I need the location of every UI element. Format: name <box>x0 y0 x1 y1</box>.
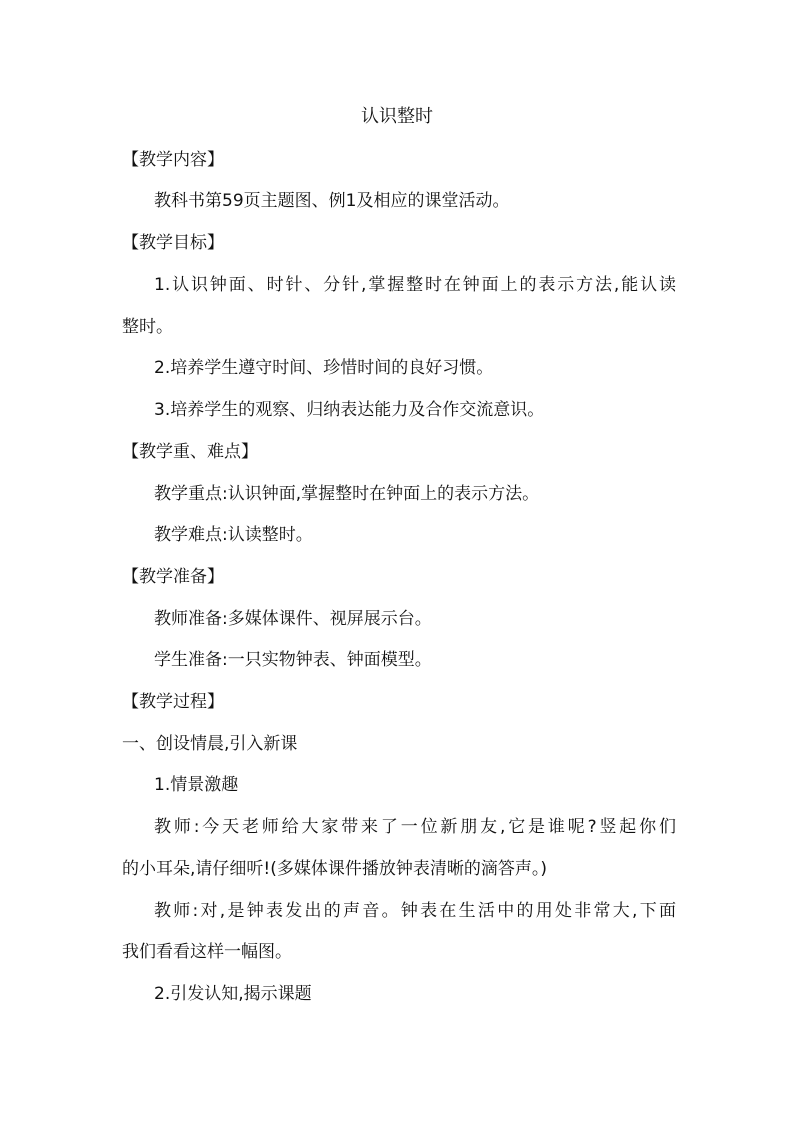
paragraph-line: 整时。 <box>122 317 173 337</box>
section-heading: 【教学过程】 <box>122 692 224 712</box>
paragraph-line: 2.培养学生遵守时间、珍惜时间的良好习惯。 <box>154 358 494 378</box>
section-heading: 【教学内容】 <box>122 150 224 170</box>
paragraph-line: 教科书第59页主题图、例1及相应的课堂活动。 <box>154 191 510 211</box>
paragraph-line: 教师准备:多媒体课件、视屏展示台。 <box>154 609 432 629</box>
section-heading: 【教学重、难点】 <box>122 442 258 462</box>
document-title: 认识整时 <box>361 106 433 127</box>
section-heading: 【教学目标】 <box>122 233 224 253</box>
paragraph-line: 学生准备:一只实物钟表、钟面模型。 <box>154 650 432 670</box>
paragraph-line: 1.认识钟面、时针、分针,掌握整时在钟面上的表示方法,能认读 <box>154 275 676 295</box>
paragraph-line: 教学重点:认识钟面,掌握整时在钟面上的表示方法。 <box>154 484 540 504</box>
paragraph-line: 2.引发认知,揭示课题 <box>154 984 312 1004</box>
paragraph-line: 3.培养学生的观察、归纳表达能力及合作交流意识。 <box>154 400 545 420</box>
paragraph-line: 的小耳朵,请仔细听!(多媒体课件播放钟表清晰的滴答声。) <box>122 859 547 879</box>
paragraph-line: 教学难点:认读整时。 <box>154 525 313 545</box>
section-heading: 【教学准备】 <box>122 567 224 587</box>
paragraph-line: 教师:今天老师给大家带来了一位新朋友,它是谁呢?竖起你们 <box>154 817 676 837</box>
paragraph-line: 教师:对,是钟表发出的声音。钟表在生活中的用处非常大,下面 <box>154 901 676 921</box>
paragraph-line: 1.情景激趣 <box>154 775 239 795</box>
subsection-heading: 一、创设情晨,引入新课 <box>122 734 298 754</box>
paragraph-line: 我们看看这样一幅图。 <box>122 942 292 962</box>
